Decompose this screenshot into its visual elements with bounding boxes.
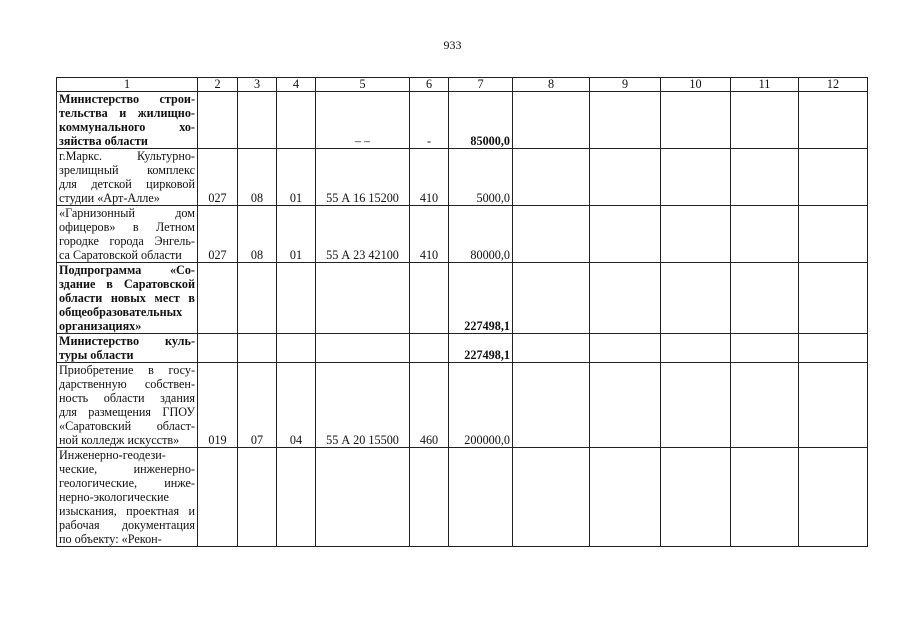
row-description xyxy=(57,363,198,448)
row-description xyxy=(57,149,198,206)
description-line: рабочая документация xyxy=(59,518,195,532)
empty-cell-col-12 xyxy=(799,263,868,334)
subsection-code-cell: 04 xyxy=(277,363,316,448)
empty-cell-col-9 xyxy=(590,263,661,334)
ministry-code-cell xyxy=(198,92,238,149)
header-cell: 4 xyxy=(277,78,316,92)
amount-cell: 227498,1 xyxy=(449,334,513,363)
empty-cell-col-11 xyxy=(731,263,799,334)
empty-cell-col-10 xyxy=(661,363,731,448)
empty-cell-col-12 xyxy=(799,206,868,263)
expense-type-cell: 460 xyxy=(410,363,449,448)
header-cell: 2 xyxy=(198,78,238,92)
description-line: студии «Арт-Алле» xyxy=(59,191,160,205)
target-article-cell: 55 А 16 15200 xyxy=(316,149,410,206)
empty-cell-col-11 xyxy=(731,206,799,263)
description-line: городке города Энгель- xyxy=(59,234,195,248)
table-row xyxy=(57,92,868,149)
amount-cell: 85000,0 xyxy=(449,92,513,149)
description-line: Министерство строи- xyxy=(59,92,195,106)
description-line: организациях» xyxy=(59,319,142,333)
empty-cell-col-12 xyxy=(799,334,868,363)
header-cell: 11 xyxy=(731,78,799,92)
amount-cell: 5000,0 xyxy=(449,149,513,206)
empty-cell-col-12 xyxy=(799,149,868,206)
subsection-code-cell xyxy=(277,448,316,547)
table-row xyxy=(57,149,868,206)
subsection-code-cell: 01 xyxy=(277,206,316,263)
description-line: для детской цирковой xyxy=(59,177,195,191)
table-row xyxy=(57,206,868,263)
description-line: ность области здания xyxy=(59,391,195,405)
empty-cell-col-9 xyxy=(590,149,661,206)
target-article-cell: – – xyxy=(316,92,410,149)
description-line: коммунального хо- xyxy=(59,120,195,134)
ministry-code-cell xyxy=(198,263,238,334)
header-cell: 9 xyxy=(590,78,661,92)
empty-cell-col-8 xyxy=(513,334,590,363)
description-line: «Гарнизонный дом xyxy=(59,206,195,220)
empty-cell-col-8 xyxy=(513,363,590,448)
description-line: Инженерно-геодези- xyxy=(59,448,166,462)
description-line: изыскания, проектная и xyxy=(59,504,195,518)
expense-type-cell xyxy=(410,334,449,363)
expense-type-cell: - xyxy=(410,92,449,149)
header-cell: 3 xyxy=(238,78,277,92)
header-cell: 10 xyxy=(661,78,731,92)
expense-type-cell xyxy=(410,448,449,547)
header-cell: 1 xyxy=(57,78,198,92)
target-article-cell xyxy=(316,263,410,334)
description-line: ной колледж искусств» xyxy=(59,433,180,447)
description-line: по объекту: «Рекон- xyxy=(59,532,162,546)
subsection-code-cell xyxy=(277,263,316,334)
empty-cell-col-12 xyxy=(799,92,868,149)
empty-cell-col-10 xyxy=(661,334,731,363)
empty-cell-col-8 xyxy=(513,206,590,263)
subsection-code-cell xyxy=(277,334,316,363)
description-line: для размещения ГПОУ xyxy=(59,405,195,419)
empty-cell-col-10 xyxy=(661,448,731,547)
empty-cell-col-10 xyxy=(661,149,731,206)
budget-table xyxy=(56,77,868,547)
header-row xyxy=(57,78,868,92)
expense-type-cell xyxy=(410,263,449,334)
empty-cell-col-9 xyxy=(590,92,661,149)
table-row xyxy=(57,363,868,448)
section-code-cell xyxy=(238,448,277,547)
empty-cell-col-8 xyxy=(513,149,590,206)
empty-cell-col-8 xyxy=(513,448,590,547)
empty-cell-col-9 xyxy=(590,334,661,363)
empty-cell-col-10 xyxy=(661,92,731,149)
description-line: области новых мест в xyxy=(59,291,195,305)
amount-cell xyxy=(449,448,513,547)
table-row xyxy=(57,334,868,363)
row-description xyxy=(57,92,198,149)
header-cell: 7 xyxy=(449,78,513,92)
row-description xyxy=(57,448,198,547)
empty-cell-col-9 xyxy=(590,206,661,263)
target-article-cell: 55 А 20 15500 xyxy=(316,363,410,448)
empty-cell-col-8 xyxy=(513,92,590,149)
empty-cell-col-12 xyxy=(799,363,868,448)
empty-cell-col-11 xyxy=(731,92,799,149)
section-code-cell xyxy=(238,334,277,363)
description-line: зяйства области xyxy=(59,134,148,148)
empty-cell-col-11 xyxy=(731,334,799,363)
empty-cell-col-11 xyxy=(731,149,799,206)
header-cell: 5 xyxy=(316,78,410,92)
description-line: здание в Саратовской xyxy=(59,277,195,291)
empty-cell-col-11 xyxy=(731,448,799,547)
description-line: Подпрограмма «Со- xyxy=(59,263,195,277)
header-cell: 12 xyxy=(799,78,868,92)
description-line: тельства и жилищно- xyxy=(59,106,195,120)
description-line: общеобразовательных xyxy=(59,305,183,319)
subsection-code-cell xyxy=(277,92,316,149)
amount-cell: 200000,0 xyxy=(449,363,513,448)
ministry-code-cell: 027 xyxy=(198,149,238,206)
amount-cell: 227498,1 xyxy=(449,263,513,334)
description-line: г.Маркс. Культурно- xyxy=(59,149,195,163)
header-cell: 8 xyxy=(513,78,590,92)
description-line: нерно-экологические xyxy=(59,490,169,504)
section-code-cell: 07 xyxy=(238,363,277,448)
row-description xyxy=(57,206,198,263)
empty-cell-col-10 xyxy=(661,206,731,263)
empty-cell-col-10 xyxy=(661,263,731,334)
subsection-code-cell: 01 xyxy=(277,149,316,206)
description-line: дарственную собствен- xyxy=(59,377,195,391)
description-line: Министерство куль- xyxy=(59,334,195,348)
empty-cell-col-11 xyxy=(731,363,799,448)
page-number: 933 xyxy=(443,38,462,52)
description-line: зрелищный комплекс xyxy=(59,163,195,177)
section-code-cell xyxy=(238,92,277,149)
ministry-code-cell xyxy=(198,334,238,363)
description-line: Приобретение в госу- xyxy=(59,363,195,377)
description-line: геологические, инже- xyxy=(59,476,195,490)
row-description xyxy=(57,263,198,334)
expense-type-cell: 410 xyxy=(410,206,449,263)
target-article-cell: 55 А 23 42100 xyxy=(316,206,410,263)
section-code-cell: 08 xyxy=(238,206,277,263)
section-code-cell: 08 xyxy=(238,149,277,206)
ministry-code-cell: 019 xyxy=(198,363,238,448)
amount-cell: 80000,0 xyxy=(449,206,513,263)
description-line: «Саратовский област- xyxy=(59,419,195,433)
header-cell: 6 xyxy=(410,78,449,92)
ministry-code-cell: 027 xyxy=(198,206,238,263)
expense-type-cell: 410 xyxy=(410,149,449,206)
description-line: ческие, инженерно- xyxy=(59,462,195,476)
table-row xyxy=(57,448,868,547)
target-article-cell xyxy=(316,334,410,363)
ministry-code-cell xyxy=(198,448,238,547)
description-line: туры области xyxy=(59,348,134,362)
target-article-cell xyxy=(316,448,410,547)
description-line: са Саратовской области xyxy=(59,248,182,262)
table-row xyxy=(57,263,868,334)
section-code-cell xyxy=(238,263,277,334)
empty-cell-col-9 xyxy=(590,363,661,448)
description-line: офицеров» в Летном xyxy=(59,220,195,234)
empty-cell-col-12 xyxy=(799,448,868,547)
row-description xyxy=(57,334,198,363)
empty-cell-col-8 xyxy=(513,263,590,334)
empty-cell-col-9 xyxy=(590,448,661,547)
